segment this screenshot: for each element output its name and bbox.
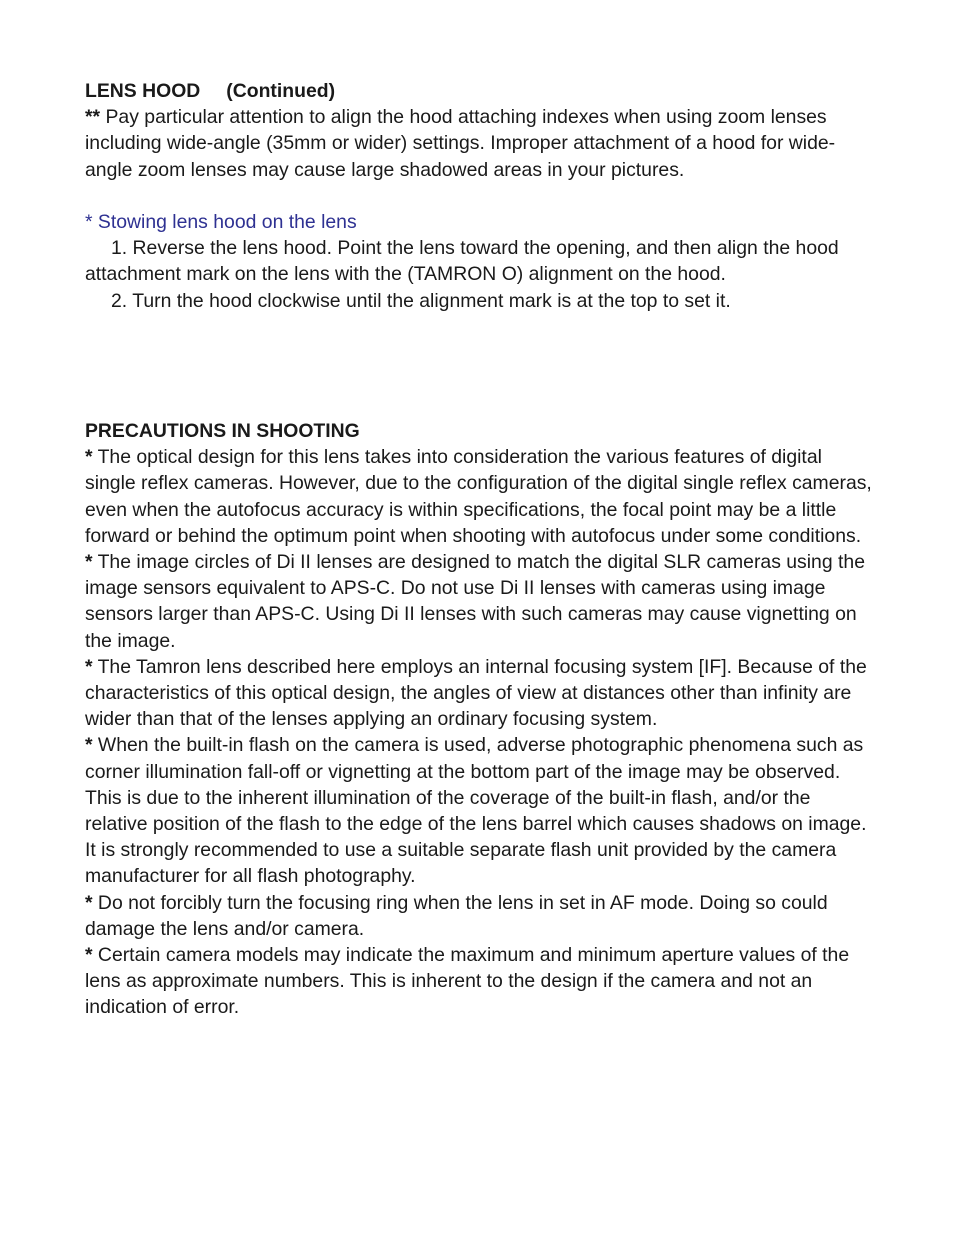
stowing-step-1: 1. Reverse the lens hood. Point the lens toward the opening, and then align the hood attachment mark on the lens with the (TAMRON O) alignment on the hood. <box>85 237 839 286</box>
precaution-marker: * <box>85 655 93 678</box>
precaution-item <box>85 890 875 942</box>
precaution-item <box>85 654 875 733</box>
stowing-heading: * Stowing lens hood on the lens <box>85 211 357 233</box>
precaution-marker: * <box>85 551 93 574</box>
precaution-marker: * <box>85 944 93 967</box>
precautions-section <box>85 418 875 1021</box>
lens-hood-title-suffix: (Continued) <box>226 80 336 102</box>
precaution-text: Certain camera models may indicate the maximum and minimum aperture values of the lens as approximate numbers. This is inherent to the design if the camera and not an indication of error. <box>85 944 850 1019</box>
lens-hood-note <box>85 104 875 183</box>
precaution-text: The image circles of Di II lenses are designed to match the digital SLR cameras using the image sensors equivalent to APS-C. Do not use Di II lenses with cameras using image sensors larger than APS-C. Using Di II lenses with such cameras may cause vignetting on the image. <box>85 551 865 652</box>
precaution-item <box>85 732 875 889</box>
precaution-marker: * <box>85 446 93 469</box>
lens-hood-title: LENS HOOD <box>85 80 201 102</box>
note-marker: ** <box>85 106 101 129</box>
precaution-text: The optical design for this lens takes into consideration the various features of digital single reflex cameras. However, due to the configuration of the digital single reflex cameras, even when the autofocus accuracy is within specifications, the focal point may be a little forward or behind the optimum point when shooting with autofocus under some conditions. <box>85 446 872 547</box>
note-text: Pay particular attention to align the hood attaching indexes when using zoom lenses including wide-angle (35mm or wider) settings. Improper attachment of a hood for wide-angle zoom lenses may cause large shadowed areas in your pictures. <box>85 106 836 181</box>
stowing-step-2: 2. Turn the hood clockwise until the alignment mark is at the top to set it. <box>111 289 731 312</box>
lens-hood-section <box>85 78 875 314</box>
precaution-item <box>85 444 875 549</box>
precaution-text: Do not forcibly turn the focusing ring when the lens in set in AF mode. Doing so could damage the lens and/or camera. <box>85 891 828 940</box>
spacer <box>85 183 875 209</box>
precaution-text: When the built-in flash on the camera is used, adverse photographic phenomena such as corner illumination fall-off or vignetting at the bottom part of the image may be observed. This is due to the inherent illumination of the coverage of the built-in flash, and/or the relative position of the flash to the edge of the lens barrel which causes shadows on image. It is strongly recommended to use a suitable separate flash unit provided by the camera manufacturer for all flash photography. <box>85 734 867 888</box>
precaution-marker: * <box>85 891 93 914</box>
lens-hood-heading <box>85 78 875 104</box>
precaution-item <box>85 549 875 654</box>
precautions-heading: PRECAUTIONS IN SHOOTING <box>85 420 360 442</box>
precaution-item <box>85 942 875 1021</box>
precaution-text: The Tamron lens described here employs an internal focusing system [IF]. Because of the characteristics of this optical design, the angles of view at distances other than infinity are wider than that of the lenses applying an ordinary focusing system. <box>85 655 867 731</box>
precaution-marker: * <box>85 734 93 757</box>
